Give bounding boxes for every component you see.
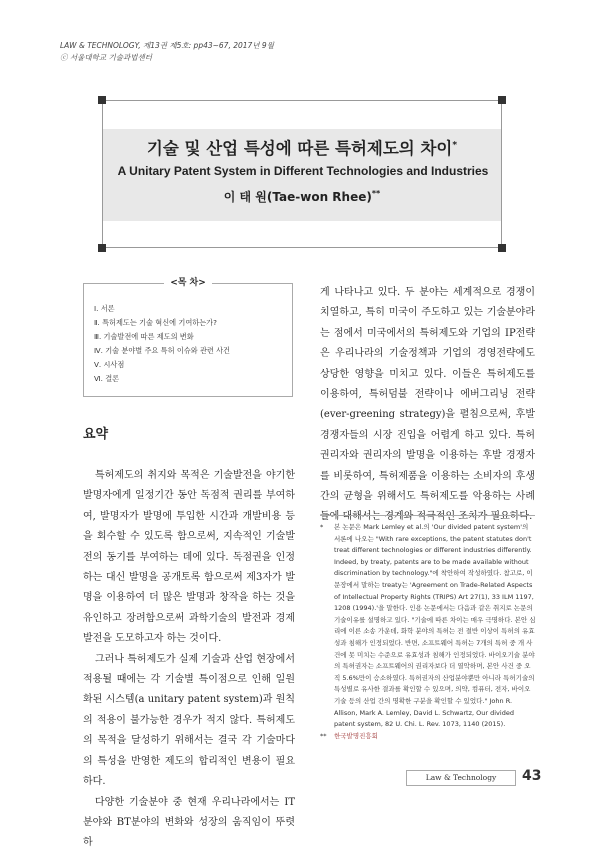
author-name: 이 태 원(Tae-won Rhee) xyxy=(223,190,372,204)
table-of-contents xyxy=(83,278,293,397)
abstract-paragraph: 그러나 특허제도가 실제 기술과 산업 현장에서 적용될 때에는 각 기술별 특이점으로 인해 일원화된 시스템(a unitary patent system)과 원칙의 적용이 불가능한 경우가 적지 않다. 특허제도의 목적을 달성하기 위해서는 결국 각 기술마다의 특성을 반영한 제도의 합리적인 변용이 필요하다. xyxy=(83,653,295,788)
footnote-divider xyxy=(320,515,535,516)
author-footnote-mark: ** xyxy=(371,189,381,198)
toc-title-text: <목 차> xyxy=(164,278,212,288)
title-footnote-mark: * xyxy=(452,140,458,151)
abstract-paragraph: 다양한 기술분야 중 현재 우리나라에서는 IT분야와 BT분야의 변화와 성장의 움직임이 뚜렷하 xyxy=(83,796,295,849)
title-box xyxy=(102,100,502,248)
journal-header xyxy=(60,40,400,64)
footnote-text: 한국발명진흥회 xyxy=(334,731,378,740)
paper-title-korean xyxy=(103,135,501,159)
corner-square-icon xyxy=(498,96,506,104)
title-korean-text: 기술 및 산업 특성에 따른 특허제도의 차이 xyxy=(146,139,453,158)
corner-square-icon xyxy=(498,244,506,252)
page-footer xyxy=(406,770,566,786)
journal-citation: LAW & TECHNOLOGY, 제13권 제5호: pp43~67, 2017년 9월 xyxy=(60,41,274,50)
toc-item: Ⅴ. 시사점 xyxy=(94,360,125,369)
toc-item: Ⅵ. 결론 xyxy=(94,374,120,383)
footnote-item xyxy=(320,522,536,731)
toc-item: Ⅰ. 서론 xyxy=(94,304,115,313)
corner-square-icon xyxy=(98,244,106,252)
footnote-item xyxy=(320,731,536,743)
abstract-heading: 요약 xyxy=(83,427,109,442)
footnote-mark: ** xyxy=(320,731,327,740)
author-line xyxy=(103,188,501,205)
page-number: 43 xyxy=(522,768,542,784)
toc-item: Ⅲ. 기술발전에 따른 제도의 변화 xyxy=(94,332,194,341)
abstract-continued-text: 게 나타나고 있다. 두 분야는 세계적으로 경쟁이 치열하고, 특히 미국이 주도하고 있는 기술분야라는 점에서 미국에서의 특허제도와 기업의 IP전략은 우리나라의 기술정책과 기업의 경영전략에도 상당한 영향을 미치고 있다. 이들은 특허제도를 이용하여, 특허덤불 전략이나 에버그리닝 전략(ever-greening strategy)을 펼침으로써, 후발경쟁자들의 시장 진입을 어렵게 하고 있다. 특허권리자와 권리자의 발명을 이용하는 후발 경쟁자를 비롯하여, 특허제품을 이용하는 소비자의 후생 간의 균형을 위해서도 특허제도를 악용하는 사례들에 대해서는 경계와 적극적인 조치가 필요하다. xyxy=(320,287,535,523)
footnotes xyxy=(320,522,536,742)
toc-title xyxy=(84,275,292,288)
publisher-line: ⓒ 서울대학교 기술과법센터 xyxy=(60,53,152,62)
abstract-body xyxy=(83,466,295,854)
toc-list xyxy=(94,302,230,386)
footnote-text: 본 논문은 Mark Lemley et al.의 'Our divided patent system'의 서론에 나오는 "With rare exceptions, the patent statutes don't treat different technologies or different industries differently. Indeed, by treaty, patents are to be made available without discrimination by technology."에 착안하여 작성하였다. 참고로, 이 문장에서 말하는 treaty는 'Agreement on Trade-Related Aspects of Intellectual Property Rights (TRIPS) Art 27(1), 33 ILM 1197, 1208 (1994).'을 말한다. 인용 논문에서는 다음과 같은 취지로 논문의 기술이유를 설명하고 있다. "기술에 따른 차이는 매우 극명하다. 본안 심리에 이른 소송 가운데, 화학 분야의 특허는 전 절반 이상이 특허의 유효성과 침해가 인정되었다. 반면, 소프트웨어 특허는 7개의 특허 중 개 사건에 못 미치는 수준으로 유효성과 침해가 인정되었다. 바이오기술 분야의 특허권자는 소프트웨어의 권리자보다 더 열악하며, 본안 사건 중 오직 5.6%만이 승소하였다. 특허권자의 산업분야뿐만 아니라 특허기술의 특성별로 유사한 결과를 확인할 수 있으며, 의약, 컴퓨터, 전자, 바이오기술 등의 산업 간의 명확한 구분을 확인할 수 있었다." John R. Allison, Mark A. Lemley, David L. Schwartz, Our divided patent system, 82 U. Chi. L. Rev. 1073, 1140 (2015). xyxy=(334,523,536,729)
abstract-continued xyxy=(320,283,535,528)
paper-title-english: A Unitary Patent System in Different Technologies and Industries xyxy=(117,164,489,178)
footer-journal-label: Law & Technology xyxy=(406,770,516,786)
toc-item: Ⅳ. 기술 분야별 주요 특허 이슈와 관련 사건 xyxy=(94,346,231,355)
toc-item: Ⅱ. 특허제도는 기술 혁신에 기여하는가? xyxy=(94,318,217,327)
abstract-paragraph: 특허제도의 취지와 목적은 기술발전을 야기한 발명자에게 일정기간 동안 독점적 권리를 부여하여, 발명자가 발명에 투입한 시간과 개발비용 등을 회수할 수 있도록 함으로써, 지속적인 기술발전의 동기를 부여하는 데에 있다. 독점권을 인정하는 대신 발명을 공개토록 함으로써 제3자가 발명을 이용하여 더 많은 발명과 창작을 하는 것을 유인하고 장려함으로써 과학기술의 발전과 경제 발전을 도모하고자 하는 것이다. xyxy=(83,470,295,645)
title-band xyxy=(103,129,501,221)
footnote-mark: * xyxy=(320,523,324,531)
corner-square-icon xyxy=(98,96,106,104)
